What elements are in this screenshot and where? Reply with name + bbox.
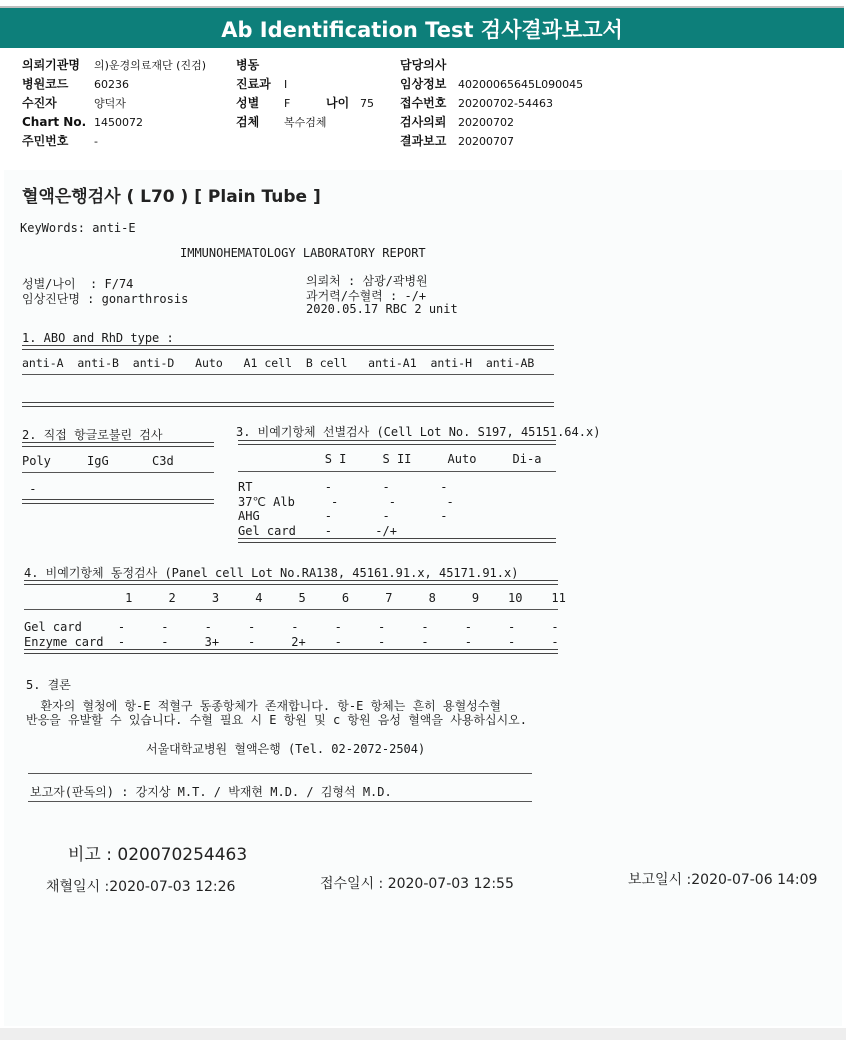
dat-header: Poly IgG C3d	[22, 454, 174, 468]
dat-result: -	[22, 482, 37, 496]
header-row-sex-age: 성별 F 나이 75	[236, 96, 374, 110]
conclusion-title: 5. 결론	[26, 678, 71, 692]
identification-rule-mid	[24, 609, 558, 610]
screening-rule-top	[238, 440, 556, 445]
patient-transfusion: 2020.05.17 RBC 2 unit	[306, 302, 458, 316]
abo-rhd-header: anti-A anti-B anti-D Auto A1 cell B cell anti-A1 anti-H anti-AB	[22, 356, 535, 370]
remark: 비고 : 020070254463	[68, 845, 248, 865]
report-title: Ab Identification Test 검사결과보고서	[221, 18, 623, 42]
bottom-bar	[0, 1028, 846, 1040]
abo-rhd-title: 1. ABO and RhD type :	[22, 331, 174, 345]
identification-rule-bottom	[24, 649, 558, 654]
patient-history: 과거력/수혈력 : -/+	[306, 289, 427, 303]
header-row-request-date: 검사의뢰 20200702	[400, 115, 514, 129]
keywords: KeyWords: anti-E	[20, 221, 136, 235]
header-row-specimen: 검체 복수검체	[236, 115, 327, 129]
reporter-line: 보고자(판독의) : 강지상 M.T. / 박재현 M.D. / 김형석 M.D.	[30, 785, 392, 799]
header-row-chart-no: Chart No. 1450072	[22, 115, 143, 129]
screening-row-ahg: AHG - - -	[238, 509, 448, 523]
conclusion-line-1: 환자의 혈청에 항-E 적혈구 동종항체가 존재합니다. 항-E 항체는 흔히 용혈성수혈	[26, 699, 501, 713]
identification-rows	[24, 620, 559, 649]
header-row-receipt-no: 접수번호 20200702-54463	[400, 96, 553, 110]
report-title-bar	[0, 6, 844, 48]
screening-rows	[238, 480, 454, 538]
abo-rule-top	[22, 345, 554, 350]
report-datetime: 보고일시 :2020-07-06 14:09	[628, 872, 818, 888]
header-row-ward: 병동	[236, 58, 260, 72]
screening-rule-mid	[238, 471, 556, 472]
identification-header: 1 2 3 4 5 6 7 8 9 10 11	[24, 591, 566, 605]
patient-diagnosis: 임상진단명 : gonarthrosis	[22, 292, 189, 306]
identification-row-gel-card: Gel card - - - - - - - - - - -	[24, 620, 559, 634]
header-row-report-date: 결과보고 20200707	[400, 134, 514, 148]
header-row-hospital-code: 병원코드 60236	[22, 77, 129, 91]
screening-header: S I S II Auto Di-a	[238, 452, 542, 466]
section-title: 혈액은행검사 ( L70 ) [ Plain Tube ]	[22, 187, 321, 207]
collection-datetime: 채혈일시 :2020-07-03 12:26	[46, 879, 236, 895]
header-row-clinical-info: 임상정보 40200065645L090045	[400, 77, 584, 91]
dat-rule-bottom	[22, 499, 214, 504]
header-col-3	[400, 56, 583, 151]
reporter-rule-top	[28, 773, 532, 774]
header-row-resident-no: 주민번호 -	[22, 134, 98, 148]
abo-rule-mid	[22, 374, 554, 375]
receipt-datetime: 접수일시 : 2020-07-03 12:55	[320, 876, 514, 892]
screening-rule-bottom	[238, 538, 556, 543]
dat-rule-mid	[22, 472, 214, 473]
patient-sex-age: 성별/나이 : F/74	[22, 277, 134, 291]
screening-row-rt: RT - - -	[238, 480, 448, 494]
patient-referral: 의뢰처 : 삼광/곽병원	[306, 274, 428, 288]
header-row-department: 진료과 I	[236, 77, 288, 91]
blood-bank-contact: 서울대학교병원 혈액은행 (Tel. 02-2072-2504)	[146, 742, 426, 756]
identification-rule-top	[24, 580, 558, 585]
header-col-2	[236, 56, 374, 132]
reporter-rule-bottom	[28, 801, 532, 802]
screening-title: 3. 비예기항체 선별검사 (Cell Lot No. S197, 45151.64.x)	[236, 425, 601, 439]
header-row-institution: 의뢰기관명 의)운경의료재단 (진검)	[22, 58, 207, 72]
dat-rule-top	[22, 442, 214, 447]
screening-row-gel-card: Gel card - -/+	[238, 523, 397, 538]
abo-rule-bottom	[22, 402, 554, 407]
header-row-patient: 수진자 양덕자	[22, 96, 126, 110]
header-row-doctor: 담당의사	[400, 58, 447, 72]
identification-title: 4. 비예기항체 동정검사 (Panel cell Lot No.RA138, 45161.91.x, 45171.91.x)	[24, 566, 519, 580]
dat-title: 2. 직접 항글로불린 검사	[22, 428, 163, 442]
conclusion-line-2: 반응을 유발할 수 있습니다. 수혈 필요 시 E 항원 및 c 항원 음성 혈액을 사용하십시오.	[26, 713, 527, 727]
lab-report-title: IMMUNOHEMATOLOGY LABORATORY REPORT	[180, 246, 426, 260]
header-col-1	[22, 56, 206, 151]
identification-row-enzyme-card: Enzyme card - - 3+ - 2+ - - - - - -	[24, 634, 559, 649]
screening-row-37c-alb: 37℃ Alb - - -	[238, 494, 454, 509]
